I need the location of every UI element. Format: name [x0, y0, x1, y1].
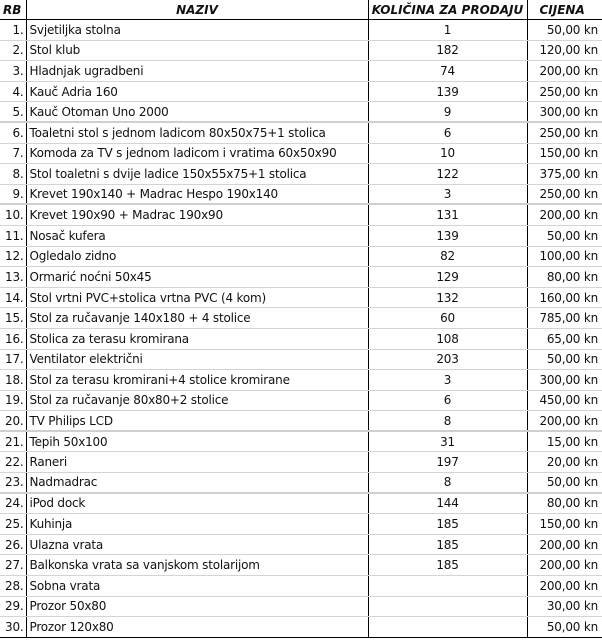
cell-rb: 28.	[0, 576, 26, 597]
cell-rb: 13.	[0, 267, 26, 288]
cell-kolicina: 8	[368, 411, 527, 431]
table-row	[0, 204, 602, 225]
cell-naziv: Ogledalo zidno	[26, 246, 368, 267]
cell-kolicina: 129	[368, 267, 527, 288]
cell-kolicina: 144	[368, 493, 527, 514]
cell-naziv: Stolica za terasu kromirana	[26, 328, 368, 349]
table-row	[0, 349, 602, 370]
cell-cijena: 80,00 kn	[527, 267, 602, 288]
table-row	[0, 431, 602, 452]
cell-naziv: Kauč Adria 160	[26, 81, 368, 102]
table-row	[0, 246, 602, 267]
table-row	[0, 81, 602, 102]
cell-naziv: Kauč Otoman Uno 2000	[26, 102, 368, 122]
cell-naziv: Stol toaletni s dvije ladice 150x55x75+1 stolica	[26, 164, 368, 185]
table-body	[0, 20, 602, 638]
cell-rb: 21.	[0, 431, 26, 452]
cell-naziv: Hladnjak ugradbeni	[26, 61, 368, 82]
cell-cijena: 160,00 kn	[527, 287, 602, 308]
cell-naziv: Stol klub	[26, 40, 368, 61]
cell-kolicina: 139	[368, 225, 527, 246]
cell-kolicina: 31	[368, 431, 527, 452]
cell-naziv: Ulazna vrata	[26, 534, 368, 555]
cell-cijena: 80,00 kn	[527, 493, 602, 514]
cell-cijena: 250,00 kn	[527, 184, 602, 204]
table-row	[0, 102, 602, 122]
cell-kolicina: 182	[368, 40, 527, 61]
cell-cijena: 30,00 kn	[527, 596, 602, 617]
cell-cijena: 50,00 kn	[527, 225, 602, 246]
table-row	[0, 184, 602, 204]
header-naziv: NAZIV	[26, 0, 368, 20]
cell-rb: 18.	[0, 370, 26, 391]
table-row	[0, 534, 602, 555]
cell-naziv: Stol za ručavanje 140x180 + 4 stolice	[26, 308, 368, 329]
cell-rb: 2.	[0, 40, 26, 61]
header-cijena: CIJENA	[527, 0, 602, 20]
cell-cijena: 200,00 kn	[527, 534, 602, 555]
cell-rb: 4.	[0, 81, 26, 102]
cell-naziv: Balkonska vrata sa vanjskom stolarijom	[26, 555, 368, 576]
cell-naziv: Nadmadrac	[26, 473, 368, 493]
cell-cijena: 300,00 kn	[527, 102, 602, 122]
cell-naziv: Krevet 190x140 + Madrac Hespo 190x140	[26, 184, 368, 204]
cell-rb: 9.	[0, 184, 26, 204]
cell-kolicina	[368, 576, 527, 597]
cell-naziv: Komoda za TV s jednom ladicom i vratima 60x50x90	[26, 143, 368, 164]
cell-kolicina: 60	[368, 308, 527, 329]
table-row	[0, 493, 602, 514]
cell-rb: 19.	[0, 390, 26, 411]
cell-rb: 27.	[0, 555, 26, 576]
cell-kolicina: 3	[368, 184, 527, 204]
cell-naziv: Prozor 120x80	[26, 617, 368, 638]
table-row	[0, 308, 602, 329]
cell-naziv: iPod dock	[26, 493, 368, 514]
cell-cijena: 785,00 kn	[527, 308, 602, 329]
cell-kolicina: 82	[368, 246, 527, 267]
cell-rb: 23.	[0, 473, 26, 493]
cell-cijena: 200,00 kn	[527, 61, 602, 82]
header-rb: RB	[0, 0, 26, 20]
cell-cijena: 20,00 kn	[527, 452, 602, 473]
cell-cijena: 65,00 kn	[527, 328, 602, 349]
cell-naziv: Svjetiljka stolna	[26, 20, 368, 41]
cell-kolicina: 122	[368, 164, 527, 185]
cell-cijena: 50,00 kn	[527, 349, 602, 370]
cell-kolicina: 1	[368, 20, 527, 41]
cell-rb: 6.	[0, 122, 26, 143]
cell-cijena: 450,00 kn	[527, 390, 602, 411]
cell-kolicina: 185	[368, 514, 527, 535]
cell-kolicina: 10	[368, 143, 527, 164]
cell-kolicina: 3	[368, 370, 527, 391]
table-row	[0, 143, 602, 164]
cell-cijena: 200,00 kn	[527, 555, 602, 576]
table-row	[0, 20, 602, 41]
cell-kolicina: 6	[368, 122, 527, 143]
cell-cijena: 15,00 kn	[527, 431, 602, 452]
table-row	[0, 452, 602, 473]
cell-rb: 20.	[0, 411, 26, 431]
cell-naziv: Ventilator električni	[26, 349, 368, 370]
cell-kolicina: 131	[368, 204, 527, 225]
table-row	[0, 287, 602, 308]
cell-cijena: 120,00 kn	[527, 40, 602, 61]
table-row	[0, 40, 602, 61]
cell-rb: 30.	[0, 617, 26, 638]
cell-cijena: 375,00 kn	[527, 164, 602, 185]
cell-kolicina: 185	[368, 534, 527, 555]
table-row	[0, 576, 602, 597]
header-row	[0, 0, 602, 20]
table-row	[0, 411, 602, 431]
cell-cijena: 250,00 kn	[527, 122, 602, 143]
cell-cijena: 50,00 kn	[527, 473, 602, 493]
cell-naziv: Stol za ručavanje 80x80+2 stolice	[26, 390, 368, 411]
cell-naziv: Tepih 50x100	[26, 431, 368, 452]
cell-rb: 8.	[0, 164, 26, 185]
table-row	[0, 61, 602, 82]
cell-kolicina: 9	[368, 102, 527, 122]
cell-rb: 7.	[0, 143, 26, 164]
cell-rb: 16.	[0, 328, 26, 349]
cell-kolicina: 185	[368, 555, 527, 576]
table-row	[0, 164, 602, 185]
cell-naziv: Stol vrtni PVC+stolica vrtna PVC (4 kom)	[26, 287, 368, 308]
cell-naziv: Raneri	[26, 452, 368, 473]
table-row	[0, 122, 602, 143]
cell-cijena: 150,00 kn	[527, 514, 602, 535]
cell-kolicina: 8	[368, 473, 527, 493]
cell-rb: 14.	[0, 287, 26, 308]
cell-rb: 29.	[0, 596, 26, 617]
cell-naziv: Stol za terasu kromirani+4 stolice kromirane	[26, 370, 368, 391]
cell-cijena: 200,00 kn	[527, 576, 602, 597]
cell-naziv: Nosač kufera	[26, 225, 368, 246]
cell-rb: 1.	[0, 20, 26, 41]
table-row	[0, 370, 602, 391]
table-row	[0, 596, 602, 617]
cell-kolicina	[368, 617, 527, 638]
cell-rb: 26.	[0, 534, 26, 555]
cell-rb: 15.	[0, 308, 26, 329]
cell-rb: 17.	[0, 349, 26, 370]
cell-naziv: Ormarić noćni 50x45	[26, 267, 368, 288]
cell-rb: 12.	[0, 246, 26, 267]
cell-kolicina	[368, 596, 527, 617]
cell-kolicina: 74	[368, 61, 527, 82]
cell-cijena: 50,00 kn	[527, 617, 602, 638]
table-row	[0, 514, 602, 535]
cell-naziv: Toaletni stol s jednom ladicom 80x50x75+1 stolica	[26, 122, 368, 143]
cell-rb: 25.	[0, 514, 26, 535]
cell-naziv: Kuhinja	[26, 514, 368, 535]
table-row	[0, 473, 602, 493]
cell-naziv: Prozor 50x80	[26, 596, 368, 617]
cell-cijena: 100,00 kn	[527, 246, 602, 267]
cell-kolicina: 132	[368, 287, 527, 308]
cell-rb: 3.	[0, 61, 26, 82]
cell-kolicina: 108	[368, 328, 527, 349]
cell-kolicina: 197	[368, 452, 527, 473]
cell-cijena: 200,00 kn	[527, 204, 602, 225]
cell-rb: 22.	[0, 452, 26, 473]
cell-rb: 10.	[0, 204, 26, 225]
cell-naziv: TV Philips LCD	[26, 411, 368, 431]
table-row	[0, 267, 602, 288]
cell-cijena: 300,00 kn	[527, 370, 602, 391]
table-row	[0, 617, 602, 638]
table-row	[0, 328, 602, 349]
cell-rb: 11.	[0, 225, 26, 246]
cell-naziv: Krevet 190x90 + Madrac 190x90	[26, 204, 368, 225]
cell-cijena: 250,00 kn	[527, 81, 602, 102]
cell-cijena: 50,00 kn	[527, 20, 602, 41]
table-row	[0, 390, 602, 411]
table-row	[0, 225, 602, 246]
table-row	[0, 555, 602, 576]
cell-kolicina: 139	[368, 81, 527, 102]
cell-kolicina: 6	[368, 390, 527, 411]
cell-kolicina: 203	[368, 349, 527, 370]
header-kolicina: KOLIČINA ZA PRODAJU	[368, 0, 527, 20]
cell-naziv: Sobna vrata	[26, 576, 368, 597]
cell-rb: 24.	[0, 493, 26, 514]
cell-cijena: 200,00 kn	[527, 411, 602, 431]
cell-rb: 5.	[0, 102, 26, 122]
cell-cijena: 150,00 kn	[527, 143, 602, 164]
